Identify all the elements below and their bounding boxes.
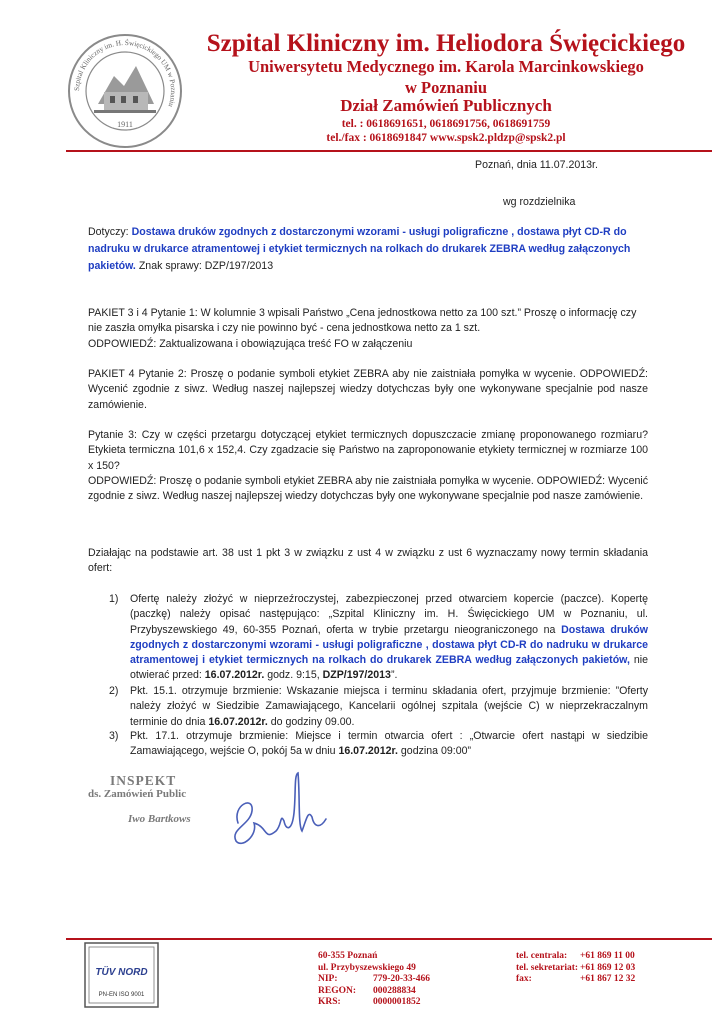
item-1-time: godz. 9:15,	[264, 669, 323, 682]
tuv-certificate-icon	[84, 942, 159, 1008]
item-2-end: do godziny 09.00.	[267, 715, 355, 728]
letter-subject	[88, 224, 648, 275]
department-name: Dział Zamówień Publicznych	[340, 96, 552, 115]
list-item-number: 1)	[109, 593, 119, 605]
question-2: PAKIET 4 Pytanie 2: Proszę o podanie symboli etykiet ZEBRA aby nie zaistniała pomyłka w wycenie. ODPOWIEDŹ: Wycenić zgodnie z siwz. Według naszej najlepszej wiedzy dotychczas były one wykonywane specjalnie pod nasze zamówienie.	[88, 368, 648, 411]
svg-text:1911: 1911	[117, 120, 133, 129]
item-3-date: 16.07.2012r.	[338, 745, 398, 758]
city-name: w Poznaniu	[404, 78, 488, 97]
footer-contact-labels	[516, 951, 578, 986]
footer-nip-label: NIP:	[318, 974, 338, 984]
item-2-text: Pkt. 15.1. otrzymuje brzmienie: Wskazanie miejsca i terminu składania ofert, przyjmuje brzmienie: ”Oferty należy złożyć w Siedzibie Zamawiającego, Kancelarii ogólnej szpitala (wejście C) w nieprzekraczalnym terminie do dnia	[130, 685, 648, 728]
footer-divider	[66, 938, 712, 940]
hospital-seal-icon	[66, 32, 184, 150]
footer-city: 60-355 Poznań	[318, 951, 378, 961]
item-3-text: Pkt. 17.1. otrzymuje brzmienie: Miejsce i termin otwarcia ofert : „Otwarcie ofert nastąpi w siedzibie Zamawiającego, wejście O, pokój 5a w dniu	[130, 730, 648, 758]
list-item	[109, 684, 649, 732]
stamp-title: INSPEKT	[110, 773, 177, 788]
list-item-text	[130, 729, 648, 760]
item-1-subject: Dostawa druków zgodnych z dostarczonymi wzorami - usługi poligraficzne , dostawa płyt CD-R do nadruku w drukarce atramentowej i etykiet termicznych na rolkach do drukarek ZEBRA według załączonych pakietów,	[130, 623, 648, 667]
footer-regon-label: REGON:	[318, 985, 356, 996]
signature-icon	[224, 765, 334, 850]
item-2-date: 16.07.2012r.	[208, 715, 268, 728]
new-deadline-intro: Działając na podstawie art. 38 ust 1 pkt 3 w związku z ust 4 w związku z ust 6 wyznaczamy nowy termin składania ofert:	[88, 547, 648, 575]
university-name: Uniwersytetu Medycznego im. Karola Marcinkowskiego	[248, 57, 644, 76]
list-item-number: 3)	[109, 730, 119, 742]
item-1-open-label: nie otwierać przed:	[130, 654, 648, 682]
footer-street: ul. Przybyszewskiego 49	[318, 962, 416, 973]
footer-blank-1	[373, 951, 430, 963]
footer-secretariat-value: +61 869 12 03	[580, 962, 636, 973]
letter-date: Poznań, dnia 11.07.2013r.	[475, 159, 598, 171]
item-3-end: godzina 09:00”	[397, 745, 472, 758]
footer-fax-value: +61 867 12 32	[580, 974, 636, 984]
stamp-department: ds. Zamówień Public	[88, 788, 187, 800]
header-fax-web: tel./fax : 0618691847 www.spsk2.pldzp@spsk2.pl	[326, 132, 566, 144]
list-item-text	[130, 592, 648, 684]
list-item	[109, 592, 649, 687]
header-phone: tel. : 0618691651, 0618691756, 0618691759	[341, 118, 551, 130]
question-1-text: PAKIET 3 i 4 Pytanie 1: W kolumnie 3 wpisali Państwo „Cena jednostkowa netto za 100 szt.” Proszę o informację czy nie zaszła omyłka pisarska i czy nie powinno być - cena jednostkowa netto za 1 szt.	[88, 307, 637, 335]
footer-blank-2	[373, 963, 430, 975]
footer-krs-label: KRS:	[318, 997, 341, 1007]
question-1-answer: ODPOWIEDŹ: Zaktualizowana i obowiązująca treść FO w załączeniu	[88, 337, 413, 350]
item-1-end: ”.	[390, 669, 398, 682]
item-1-reference: DZP/197/2013	[322, 669, 391, 682]
footer-switchboard-label: tel. centrala:	[516, 951, 568, 961]
subject-label: Dotyczy:	[88, 226, 129, 238]
letter-distribution: wg rozdzielnika	[503, 196, 576, 208]
footer-secretariat-label: tel. sekretariat:	[516, 962, 579, 973]
svg-text:Szpital Kliniczny im. H. Święc: Szpital Kliniczny im. H. Święcickiego UM w Poznaniu	[72, 38, 178, 108]
footer-regon-value: 000288834	[373, 985, 416, 996]
footer-fax-label: fax:	[516, 974, 532, 984]
list-item-text	[130, 684, 648, 730]
footer-krs-value: 0000001852	[373, 997, 421, 1007]
footer-contact-values	[580, 951, 635, 986]
question-1	[88, 306, 648, 352]
question-3-answer: ODPOWIEDŹ: Proszę o podanie symboli etykiet ZEBRA aby nie zaistniała pomyłka w wycenie. ODPOWIEDŹ: Wycenić zgodnie z siwz. Według naszej najlepszej wiedzy dotychczas były one wykonywane specjalnie pod nasze zamówienie.	[88, 474, 648, 503]
svg-text:PN-EN ISO 9001: PN-EN ISO 9001	[98, 992, 145, 998]
list-item-number: 2)	[109, 685, 119, 697]
stamp-name: Iwo Bartkows	[128, 813, 191, 825]
item-1-text: Ofertę należy złożyć w nieprzeźroczystej, zabezpieczonej przed otwarciem kopercie (paczce). Kopertę (paczkę) należy opisać następująco: „Szpital Kliniczny im. H. Święcickiego UM w Poznaniu, ul. Przybyszewskiego 49, 60-355 Poznań, oferta w trybie przetargu nieograniczonego na	[130, 593, 648, 636]
question-3	[88, 428, 648, 504]
case-reference: Znak sprawy: DZP/197/2013	[135, 260, 274, 272]
subject-title: Dostawa druków zgodnych z dostarczonymi wzorami - usługi poligraficzne , dostawa płyt CD-R do nadruku w drukarce atramentowej i etykiet termicznych na rolkach do drukarek ZEBRA według załączonych pakietów.	[88, 226, 631, 272]
question-3-text: Pytanie 3: Czy w części przetargu dotyczącej etykiet termicznych dopuszczacie zmianę proponowanego rozmiaru? Etykieta termiczna 101,6 x 152,4. Czy zgadzacie się Państwo na zaproponowanie etykiety termicznej w rozmiarze 100 x 150?	[88, 429, 648, 472]
item-1-date: 16.07.2012r.	[204, 669, 265, 682]
svg-text:TÜV NORD: TÜV NORD	[95, 967, 148, 978]
footer-switchboard-value: +61 869 11 00	[580, 951, 635, 961]
header-divider	[66, 150, 712, 152]
footer-nip-value: 779-20-33-466	[373, 974, 430, 984]
footer-address-values	[373, 951, 430, 1009]
list-item	[109, 729, 649, 762]
hospital-name: Szpital Kliniczny im. Heliodora Święcickiego	[206, 30, 686, 57]
